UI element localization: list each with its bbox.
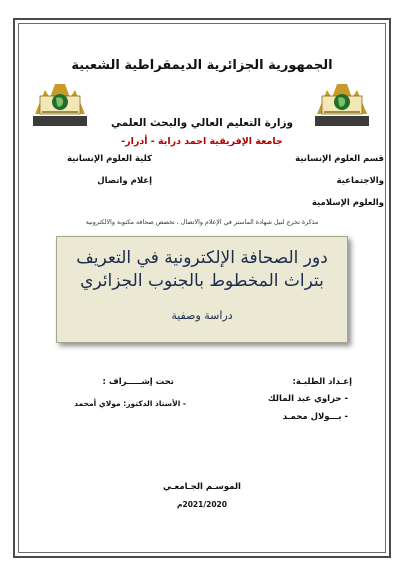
department-block xyxy=(244,154,384,220)
thesis-title-box xyxy=(56,236,348,343)
department-line: والعلوم الإسلامية xyxy=(311,198,384,208)
student-name: - بـــولال محمـد xyxy=(282,412,348,422)
thesis-title-line: بتراث المخطوط بالجنوب الجزائري xyxy=(80,271,324,291)
supervision-heading: تحت إشـــــراف : xyxy=(102,377,174,387)
university-emblem-icon xyxy=(30,76,90,128)
thesis-subtitle: دراسة وصفية xyxy=(171,309,233,322)
memo-description: مذكرة تخرج لنيل شهادة الماستر في الإعلام والاتصال ، تخصص صحافة مكتوبة والالكترونية xyxy=(85,219,319,226)
academic-season-label: الموسـم الجـامعـي xyxy=(163,482,241,492)
ministry-name: وزارة التعليم العالي والبحث العلمي xyxy=(110,117,294,129)
faculty-block xyxy=(22,154,152,198)
department-line: والاجتماعية xyxy=(336,176,384,186)
thesis-title-line: دور الصحافة الإلكترونية في التعريف xyxy=(76,248,328,268)
university-emblem-icon xyxy=(312,76,372,128)
supervisor-name: - الأستاذ الدكتور: مولاي أمحمد xyxy=(74,399,186,408)
prepared-by-heading: إعـداد الطلبـة: xyxy=(292,377,352,387)
university-logo-right xyxy=(312,76,372,128)
student-name: - حزاوي عبد المالك xyxy=(267,394,348,404)
faculty-line: إعلام واتصال xyxy=(97,176,152,186)
university-logo-left xyxy=(30,76,90,128)
university-name: جامعة الإفريقية احمد دراية - أدرار- xyxy=(121,136,283,147)
faculty-line: كلية العلوم الإنسانية xyxy=(67,154,152,164)
republic-name: الجمهورية الجزائرية الديمقراطية الشعبية xyxy=(71,58,333,73)
department-line: قسم العلوم الإنسانية xyxy=(295,154,384,164)
academic-year: 2021/2020م xyxy=(177,500,227,509)
